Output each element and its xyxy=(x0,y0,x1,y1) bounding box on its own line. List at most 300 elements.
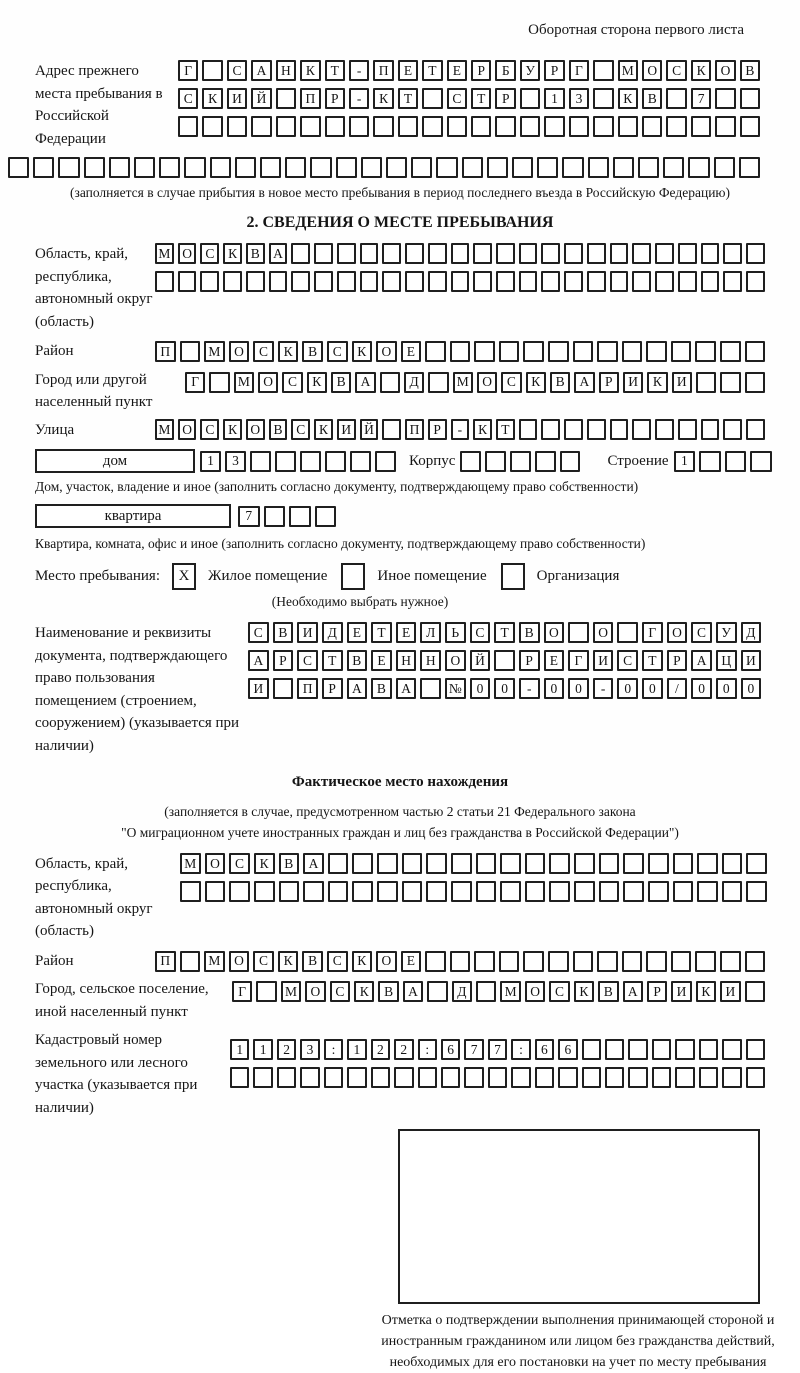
char-cell[interactable] xyxy=(638,157,659,178)
char-cell[interactable] xyxy=(666,116,686,137)
char-cell[interactable] xyxy=(253,1067,272,1088)
char-cell[interactable] xyxy=(402,853,423,874)
char-cell[interactable]: С xyxy=(200,419,219,440)
char-cell[interactable]: 7 xyxy=(488,1039,507,1060)
char-cell[interactable] xyxy=(746,243,765,264)
char-cell[interactable]: П xyxy=(297,678,318,699)
char-cell[interactable]: С xyxy=(253,341,274,362)
char-cell[interactable] xyxy=(537,157,558,178)
char-cell[interactable]: К xyxy=(223,419,242,440)
char-cell[interactable] xyxy=(511,1067,530,1088)
char-cell[interactable] xyxy=(632,419,651,440)
char-cell[interactable] xyxy=(699,1039,718,1060)
char-cell[interactable]: А xyxy=(269,243,288,264)
char-cell[interactable] xyxy=(418,1067,437,1088)
char-cell[interactable] xyxy=(273,678,294,699)
char-cell[interactable]: О xyxy=(642,60,662,81)
char-cell[interactable] xyxy=(275,451,296,472)
char-cell[interactable] xyxy=(723,271,742,292)
char-cell[interactable] xyxy=(360,271,379,292)
char-cell[interactable]: С xyxy=(291,419,310,440)
char-cell[interactable]: С xyxy=(501,372,521,393)
char-cell[interactable] xyxy=(254,881,275,902)
char-cell[interactable]: Г xyxy=(569,60,589,81)
char-cell[interactable]: С xyxy=(691,622,712,643)
char-cell[interactable] xyxy=(525,881,546,902)
char-cell[interactable] xyxy=(277,1067,296,1088)
char-cell[interactable]: В xyxy=(279,853,300,874)
char-cell[interactable]: С xyxy=(549,981,569,1002)
char-cell[interactable] xyxy=(520,88,540,109)
char-cell[interactable] xyxy=(441,1067,460,1088)
char-cell[interactable] xyxy=(451,271,470,292)
char-cell[interactable] xyxy=(495,116,515,137)
char-cell[interactable]: О xyxy=(477,372,497,393)
char-cell[interactable] xyxy=(655,271,674,292)
char-cell[interactable] xyxy=(337,271,356,292)
char-cell[interactable] xyxy=(476,881,497,902)
char-cell[interactable]: В xyxy=(347,650,368,671)
char-cell[interactable]: В xyxy=(302,951,323,972)
char-cell[interactable] xyxy=(328,853,349,874)
char-cell[interactable] xyxy=(422,116,442,137)
char-cell[interactable]: С xyxy=(248,622,269,643)
char-cell[interactable] xyxy=(675,1039,694,1060)
char-cell[interactable] xyxy=(200,271,219,292)
char-cell[interactable] xyxy=(610,419,629,440)
char-cell[interactable]: В xyxy=(519,622,540,643)
char-cell[interactable]: Т xyxy=(496,419,515,440)
char-cell[interactable]: М xyxy=(155,419,174,440)
char-cell[interactable]: Т xyxy=(422,60,442,81)
char-cell[interactable] xyxy=(722,881,743,902)
char-cell[interactable] xyxy=(476,981,496,1002)
char-cell[interactable] xyxy=(519,243,538,264)
char-cell[interactable]: 7 xyxy=(464,1039,483,1060)
char-cell[interactable]: В xyxy=(740,60,760,81)
char-cell[interactable]: С xyxy=(229,853,250,874)
char-cell[interactable] xyxy=(593,116,613,137)
char-cell[interactable]: И xyxy=(593,650,614,671)
char-cell[interactable]: В xyxy=(371,678,392,699)
char-cell[interactable] xyxy=(373,116,393,137)
char-cell[interactable] xyxy=(746,419,765,440)
char-cell[interactable]: В xyxy=(598,981,618,1002)
char-cell[interactable] xyxy=(750,451,772,472)
char-cell[interactable] xyxy=(593,60,613,81)
char-cell[interactable] xyxy=(722,853,743,874)
char-cell[interactable] xyxy=(699,1067,718,1088)
char-cell[interactable] xyxy=(451,853,472,874)
char-cell[interactable] xyxy=(548,951,569,972)
char-cell[interactable] xyxy=(746,881,767,902)
char-cell[interactable] xyxy=(699,451,721,472)
char-cell[interactable] xyxy=(568,622,589,643)
char-cell[interactable] xyxy=(573,951,594,972)
char-cell[interactable] xyxy=(666,88,686,109)
char-cell[interactable] xyxy=(696,372,716,393)
char-cell[interactable] xyxy=(178,116,198,137)
char-cell[interactable] xyxy=(394,1067,413,1088)
char-cell[interactable] xyxy=(714,157,735,178)
char-cell[interactable] xyxy=(652,1039,671,1060)
char-cell[interactable] xyxy=(740,88,760,109)
char-cell[interactable]: П xyxy=(155,951,176,972)
char-cell[interactable]: 0 xyxy=(716,678,737,699)
char-cell[interactable] xyxy=(382,419,401,440)
char-cell[interactable]: : xyxy=(324,1039,343,1060)
char-cell[interactable] xyxy=(701,271,720,292)
char-cell[interactable] xyxy=(574,881,595,902)
char-cell[interactable] xyxy=(382,243,401,264)
char-cell[interactable] xyxy=(663,157,684,178)
char-cell[interactable] xyxy=(535,1067,554,1088)
char-cell[interactable]: 7 xyxy=(238,506,260,527)
char-cell[interactable]: Е xyxy=(398,60,418,81)
char-cell[interactable] xyxy=(464,1067,483,1088)
char-cell[interactable] xyxy=(618,116,638,137)
char-cell[interactable]: Н xyxy=(276,60,296,81)
char-cell[interactable]: 0 xyxy=(741,678,762,699)
char-cell[interactable] xyxy=(488,1067,507,1088)
char-cell[interactable] xyxy=(422,88,442,109)
char-cell[interactable] xyxy=(476,853,497,874)
char-cell[interactable]: - xyxy=(593,678,614,699)
char-cell[interactable] xyxy=(205,881,226,902)
char-cell[interactable]: С xyxy=(327,341,348,362)
char-cell[interactable]: М xyxy=(618,60,638,81)
char-cell[interactable] xyxy=(360,243,379,264)
char-cell[interactable] xyxy=(745,981,765,1002)
char-cell[interactable] xyxy=(230,1067,249,1088)
char-cell[interactable] xyxy=(613,157,634,178)
char-cell[interactable]: Й xyxy=(360,419,379,440)
char-cell[interactable] xyxy=(715,88,735,109)
char-cell[interactable] xyxy=(425,341,446,362)
char-cell[interactable]: Д xyxy=(741,622,762,643)
char-cell[interactable] xyxy=(549,881,570,902)
char-cell[interactable] xyxy=(300,1067,319,1088)
char-cell[interactable] xyxy=(523,341,544,362)
char-cell[interactable]: Е xyxy=(396,622,417,643)
char-cell[interactable] xyxy=(202,60,222,81)
char-cell[interactable] xyxy=(499,341,520,362)
char-cell[interactable] xyxy=(462,157,483,178)
char-cell[interactable]: 1 xyxy=(674,451,696,472)
char-cell[interactable] xyxy=(610,271,629,292)
char-cell[interactable] xyxy=(720,341,741,362)
char-cell[interactable] xyxy=(519,271,538,292)
char-cell[interactable] xyxy=(33,157,54,178)
char-cell[interactable]: С xyxy=(447,88,467,109)
char-cell[interactable]: : xyxy=(511,1039,530,1060)
char-cell[interactable]: М xyxy=(155,243,174,264)
char-cell[interactable] xyxy=(678,243,697,264)
char-cell[interactable] xyxy=(623,881,644,902)
char-cell[interactable] xyxy=(109,157,130,178)
char-cell[interactable]: П xyxy=(373,60,393,81)
char-cell[interactable]: И xyxy=(671,981,691,1002)
char-cell[interactable]: Ь xyxy=(445,622,466,643)
char-cell[interactable]: 0 xyxy=(470,678,491,699)
char-cell[interactable]: В xyxy=(269,419,288,440)
char-cell[interactable]: И xyxy=(297,622,318,643)
char-cell[interactable] xyxy=(671,951,692,972)
char-cell[interactable] xyxy=(256,981,276,1002)
char-cell[interactable] xyxy=(499,951,520,972)
char-cell[interactable] xyxy=(325,116,345,137)
char-cell[interactable]: И xyxy=(720,981,740,1002)
char-cell[interactable] xyxy=(560,451,581,472)
char-cell[interactable]: 3 xyxy=(569,88,589,109)
char-cell[interactable] xyxy=(675,1067,694,1088)
char-cell[interactable] xyxy=(269,271,288,292)
char-cell[interactable] xyxy=(646,951,667,972)
char-cell[interactable]: И xyxy=(672,372,692,393)
char-cell[interactable] xyxy=(386,157,407,178)
char-cell[interactable]: Д xyxy=(322,622,343,643)
char-cell[interactable]: 6 xyxy=(558,1039,577,1060)
char-cell[interactable]: С xyxy=(227,60,247,81)
char-cell[interactable] xyxy=(628,1067,647,1088)
char-cell[interactable] xyxy=(512,157,533,178)
char-cell[interactable] xyxy=(720,951,741,972)
char-cell[interactable] xyxy=(558,1067,577,1088)
char-cell[interactable] xyxy=(632,243,651,264)
char-cell[interactable]: К xyxy=(526,372,546,393)
char-cell[interactable] xyxy=(155,271,174,292)
char-cell[interactable]: А xyxy=(574,372,594,393)
char-cell[interactable]: : xyxy=(418,1039,437,1060)
char-cell[interactable]: Е xyxy=(544,650,565,671)
char-cell[interactable] xyxy=(496,243,515,264)
char-cell[interactable] xyxy=(180,341,201,362)
char-cell[interactable]: К xyxy=(352,951,373,972)
char-cell[interactable] xyxy=(377,853,398,874)
char-cell[interactable]: В xyxy=(273,622,294,643)
char-cell[interactable] xyxy=(617,622,638,643)
char-cell[interactable]: С xyxy=(666,60,686,81)
char-cell[interactable]: 2 xyxy=(277,1039,296,1060)
char-cell[interactable]: Т xyxy=(322,650,343,671)
char-cell[interactable]: Г xyxy=(642,622,663,643)
char-cell[interactable] xyxy=(300,116,320,137)
char-cell[interactable] xyxy=(648,853,669,874)
char-cell[interactable] xyxy=(587,419,606,440)
char-cell[interactable]: Е xyxy=(371,650,392,671)
char-cell[interactable] xyxy=(574,853,595,874)
char-cell[interactable]: К xyxy=(300,60,320,81)
char-cell[interactable]: К xyxy=(278,341,299,362)
char-cell[interactable] xyxy=(652,1067,671,1088)
char-cell[interactable]: В xyxy=(302,341,323,362)
char-cell[interactable] xyxy=(564,243,583,264)
char-cell[interactable] xyxy=(623,853,644,874)
char-cell[interactable] xyxy=(648,881,669,902)
stay-option-other-checkbox[interactable] xyxy=(341,563,365,590)
char-cell[interactable]: Т xyxy=(371,622,392,643)
char-cell[interactable]: / xyxy=(667,678,688,699)
char-cell[interactable] xyxy=(420,678,441,699)
char-cell[interactable]: 0 xyxy=(568,678,589,699)
char-cell[interactable]: Р xyxy=(471,60,491,81)
char-cell[interactable] xyxy=(548,341,569,362)
char-cell[interactable]: А xyxy=(691,650,712,671)
char-cell[interactable]: Р xyxy=(325,88,345,109)
char-cell[interactable] xyxy=(398,116,418,137)
char-cell[interactable] xyxy=(485,451,506,472)
char-cell[interactable]: М xyxy=(281,981,301,1002)
char-cell[interactable] xyxy=(746,1039,765,1060)
char-cell[interactable] xyxy=(276,116,296,137)
char-cell[interactable]: С xyxy=(327,951,348,972)
char-cell[interactable]: О xyxy=(205,853,226,874)
char-cell[interactable] xyxy=(573,341,594,362)
confirmation-stamp-box[interactable] xyxy=(398,1129,760,1304)
char-cell[interactable] xyxy=(599,853,620,874)
char-cell[interactable] xyxy=(541,271,560,292)
char-cell[interactable]: 3 xyxy=(225,451,246,472)
char-cell[interactable] xyxy=(405,243,424,264)
char-cell[interactable] xyxy=(494,650,515,671)
char-cell[interactable] xyxy=(541,419,560,440)
char-cell[interactable] xyxy=(471,116,491,137)
char-cell[interactable] xyxy=(428,271,447,292)
char-cell[interactable] xyxy=(451,243,470,264)
char-cell[interactable] xyxy=(564,419,583,440)
char-cell[interactable]: Н xyxy=(420,650,441,671)
char-cell[interactable] xyxy=(739,157,760,178)
char-cell[interactable] xyxy=(720,372,740,393)
char-cell[interactable] xyxy=(315,506,337,527)
char-cell[interactable]: К xyxy=(618,88,638,109)
char-cell[interactable]: С xyxy=(297,650,318,671)
char-cell[interactable]: 2 xyxy=(394,1039,413,1060)
char-cell[interactable]: Г xyxy=(185,372,205,393)
char-cell[interactable] xyxy=(582,1067,601,1088)
char-cell[interactable] xyxy=(314,243,333,264)
char-cell[interactable]: Й xyxy=(251,88,271,109)
char-cell[interactable]: - xyxy=(349,60,369,81)
char-cell[interactable] xyxy=(605,1067,624,1088)
char-cell[interactable] xyxy=(587,243,606,264)
char-cell[interactable]: Р xyxy=(428,419,447,440)
char-cell[interactable] xyxy=(646,341,667,362)
char-cell[interactable] xyxy=(314,271,333,292)
char-cell[interactable]: В xyxy=(331,372,351,393)
char-cell[interactable] xyxy=(324,1067,343,1088)
char-cell[interactable]: К xyxy=(696,981,716,1002)
char-cell[interactable]: 0 xyxy=(642,678,663,699)
char-cell[interactable]: У xyxy=(520,60,540,81)
char-cell[interactable]: А xyxy=(248,650,269,671)
char-cell[interactable] xyxy=(622,951,643,972)
char-cell[interactable]: В xyxy=(378,981,398,1002)
char-cell[interactable]: К xyxy=(307,372,327,393)
char-cell[interactable] xyxy=(519,419,538,440)
char-cell[interactable]: Г xyxy=(232,981,252,1002)
char-cell[interactable] xyxy=(740,116,760,137)
char-cell[interactable] xyxy=(209,372,229,393)
char-cell[interactable] xyxy=(425,951,446,972)
char-cell[interactable] xyxy=(745,951,766,972)
char-cell[interactable]: П xyxy=(300,88,320,109)
char-cell[interactable]: С xyxy=(200,243,219,264)
char-cell[interactable]: Й xyxy=(470,650,491,671)
char-cell[interactable]: К xyxy=(373,88,393,109)
char-cell[interactable]: И xyxy=(741,650,762,671)
char-cell[interactable]: И xyxy=(248,678,269,699)
char-cell[interactable] xyxy=(520,116,540,137)
char-cell[interactable]: Р xyxy=(599,372,619,393)
char-cell[interactable]: 0 xyxy=(617,678,638,699)
char-cell[interactable] xyxy=(549,853,570,874)
char-cell[interactable] xyxy=(300,451,321,472)
char-cell[interactable] xyxy=(349,116,369,137)
char-cell[interactable] xyxy=(436,157,457,178)
char-cell[interactable]: 1 xyxy=(230,1039,249,1060)
char-cell[interactable] xyxy=(597,341,618,362)
char-cell[interactable] xyxy=(180,881,201,902)
char-cell[interactable] xyxy=(474,341,495,362)
char-cell[interactable]: О xyxy=(544,622,565,643)
char-cell[interactable] xyxy=(697,881,718,902)
char-cell[interactable]: - xyxy=(451,419,470,440)
char-cell[interactable]: Р xyxy=(544,60,564,81)
char-cell[interactable] xyxy=(745,341,766,362)
char-cell[interactable]: Р xyxy=(322,678,343,699)
char-cell[interactable] xyxy=(473,243,492,264)
char-cell[interactable]: К xyxy=(647,372,667,393)
char-cell[interactable] xyxy=(227,116,247,137)
char-cell[interactable] xyxy=(289,506,311,527)
char-cell[interactable]: - xyxy=(519,678,540,699)
char-cell[interactable]: О xyxy=(376,341,397,362)
char-cell[interactable] xyxy=(593,88,613,109)
char-cell[interactable]: А xyxy=(251,60,271,81)
char-cell[interactable]: К xyxy=(223,243,242,264)
char-cell[interactable]: О xyxy=(178,419,197,440)
char-cell[interactable]: 1 xyxy=(253,1039,272,1060)
char-cell[interactable]: С xyxy=(617,650,638,671)
char-cell[interactable]: - xyxy=(349,88,369,109)
char-cell[interactable]: Ц xyxy=(716,650,737,671)
char-cell[interactable]: М xyxy=(180,853,201,874)
char-cell[interactable]: А xyxy=(623,981,643,1002)
char-cell[interactable]: 6 xyxy=(535,1039,554,1060)
char-cell[interactable]: Е xyxy=(347,622,368,643)
apartment-box[interactable]: квартира xyxy=(35,504,231,528)
stay-option-organization-checkbox[interactable] xyxy=(501,563,525,590)
char-cell[interactable] xyxy=(178,271,197,292)
char-cell[interactable] xyxy=(564,271,583,292)
char-cell[interactable]: К xyxy=(352,341,373,362)
char-cell[interactable]: 1 xyxy=(544,88,564,109)
char-cell[interactable]: К xyxy=(691,60,711,81)
char-cell[interactable] xyxy=(336,157,357,178)
char-cell[interactable]: К xyxy=(574,981,594,1002)
char-cell[interactable]: О xyxy=(667,622,688,643)
char-cell[interactable] xyxy=(352,881,373,902)
char-cell[interactable]: 1 xyxy=(347,1039,366,1060)
char-cell[interactable] xyxy=(722,1067,741,1088)
char-cell[interactable] xyxy=(291,243,310,264)
char-cell[interactable] xyxy=(582,1039,601,1060)
char-cell[interactable]: И xyxy=(227,88,247,109)
char-cell[interactable] xyxy=(474,951,495,972)
char-cell[interactable]: О xyxy=(376,951,397,972)
char-cell[interactable]: В xyxy=(550,372,570,393)
